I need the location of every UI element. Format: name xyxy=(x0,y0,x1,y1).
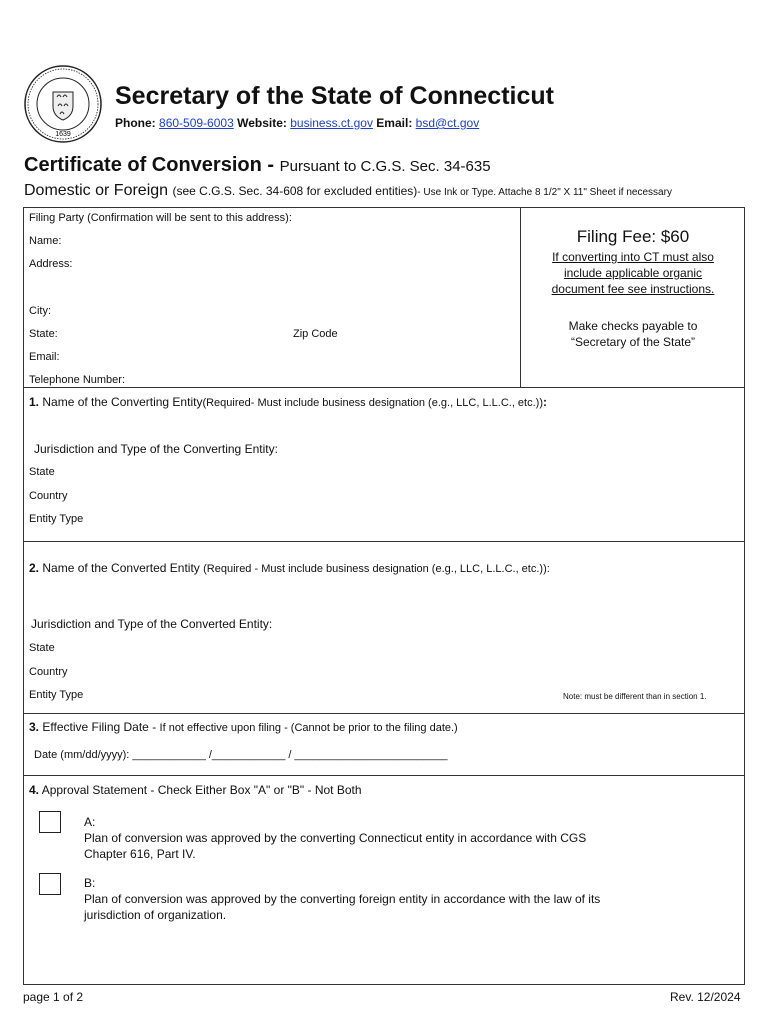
website-label: Website: xyxy=(237,116,287,130)
email-link[interactable]: bsd@ct.gov xyxy=(415,116,480,130)
section-2-diff-note: Note: must be different than in section 1. xyxy=(563,692,707,701)
contact-line xyxy=(115,116,479,130)
checks-payable-note: Make checks payable to “Secretary of the State” xyxy=(568,319,698,349)
filing-fee-title: Filing Fee: $60 xyxy=(576,227,690,246)
address-field[interactable]: Address: xyxy=(29,258,73,270)
name-field[interactable]: Name: xyxy=(29,235,62,247)
section-1-country-field[interactable]: Country xyxy=(29,490,68,502)
form-subtitle: Pursuant to C.G.S. Sec. 34-635 xyxy=(279,158,491,175)
city-field[interactable]: City: xyxy=(29,305,51,317)
seal-year: 1639 xyxy=(55,131,71,138)
revision-date: Rev. 12/2024 xyxy=(670,990,741,1004)
section-1-heading: 1. Name of the Converting Entity(Required- Must include business designation (e.g., LLC, L.L.C., etc.)): xyxy=(29,395,547,409)
section-2-heading: 2. Name of the Converted Entity (Required - Must include business designation (e.g., LLC, L.L.C., etc.)): xyxy=(29,561,550,575)
filing-fee-box xyxy=(520,207,745,388)
phone-label: Phone: xyxy=(115,116,156,130)
section-1-entity-type-field[interactable]: Entity Type xyxy=(29,513,84,525)
page-title: Secretary of the State of Connecticut xyxy=(115,82,554,110)
section-1-box xyxy=(23,388,745,542)
domestic-label: Domestic or Foreign xyxy=(24,182,169,199)
email-field[interactable]: Email: xyxy=(29,351,60,363)
section-2-state-field[interactable]: State xyxy=(29,642,55,654)
section-3-heading: 3. Effective Filing Date - If not effective upon filing - (Cannot be prior to the filing date.) xyxy=(29,720,458,734)
page-number: page 1 of 2 xyxy=(23,990,84,1004)
state-field[interactable]: State: xyxy=(29,328,58,340)
form-instructions: - Use Ink or Type. Attache 8 1/2" X 11" Sheet if necessary xyxy=(417,187,672,198)
section-1-state-field[interactable]: State xyxy=(29,466,55,478)
option-a-checkbox[interactable] xyxy=(39,811,61,833)
phone-link[interactable]: 860-509-6003 xyxy=(159,116,234,130)
domestic-note: (see C.G.S. Sec. 34-608 for excluded entities) xyxy=(172,184,418,198)
effective-date-field[interactable]: Date (mm/dd/yyyy): ____________ /____________ / _________________________ xyxy=(34,749,448,761)
section-4-heading: 4. Approval Statement - Check Either Box "A" or "B" - Not Both xyxy=(29,783,362,797)
option-b-checkbox[interactable] xyxy=(39,873,61,895)
section-2-jurisdiction: Jurisdiction and Type of the Converted Entity: xyxy=(31,617,273,631)
state-seal-logo xyxy=(23,64,103,144)
section-2-country-field[interactable]: Country xyxy=(29,666,68,678)
filing-fee-note: If converting into CT must also include applicable organic document fee see instructions. xyxy=(551,250,715,296)
section-1-jurisdiction: Jurisdiction and Type of the Converting Entity: xyxy=(34,442,278,456)
option-a-text: A: Plan of conversion was approved by the converting Connecticut entity in accordance with CGS Chapter 616, Part IV. xyxy=(84,815,587,861)
section-2-entity-type-field[interactable]: Entity Type xyxy=(29,689,84,701)
zip-field[interactable]: Zip Code xyxy=(293,328,338,340)
form-title: Certificate of Conversion - Pursuant to C.G.S. Sec. 34-635 xyxy=(24,154,491,176)
filing-party-heading: Filing Party (Confirmation will be sent to this address): xyxy=(29,212,292,224)
website-link[interactable]: business.ct.gov xyxy=(290,116,373,130)
email-label: Email: xyxy=(376,116,413,130)
telephone-field[interactable]: Telephone Number: xyxy=(29,374,126,386)
domestic-line xyxy=(24,182,672,200)
option-b-text: B: Plan of conversion was approved by the converting foreign entity in accordance with the law of its jurisdiction of organization. xyxy=(84,876,601,922)
